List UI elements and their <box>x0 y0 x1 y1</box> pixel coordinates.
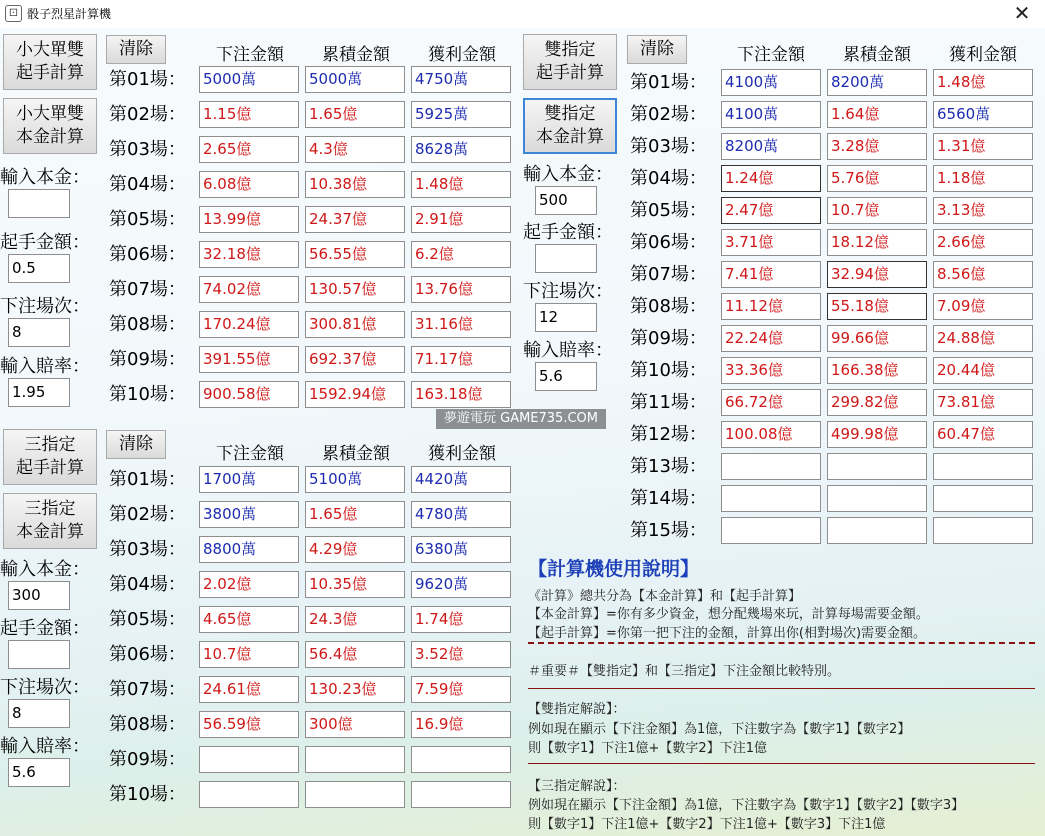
panel3-rounds-input[interactable]: 12 <box>535 303 597 332</box>
panel1-round-label: 第08場： <box>109 314 186 335</box>
panel3-round-label: 第06場： <box>630 232 707 253</box>
panel3-round-label: 第03場： <box>630 136 707 157</box>
panel2-cumulative-field[interactable]: 56.4億 <box>305 641 405 668</box>
panel3-cumulative-field[interactable]: 3.28億 <box>827 133 927 160</box>
panel1-cumulative-field[interactable]: 56.55億 <box>305 241 405 268</box>
panel1-round-label: 第06場： <box>109 244 186 265</box>
panel1-rounds-input[interactable]: 8 <box>8 318 70 347</box>
panel3-clear-button[interactable]: 清除 <box>627 35 687 64</box>
panel2-clear-button[interactable]: 清除 <box>106 430 166 459</box>
panel2-cumulative-field[interactable]: 24.3億 <box>305 606 405 633</box>
panel3-bet-field[interactable]: 8200萬 <box>721 133 821 160</box>
panel3-odds-label: 輸入賠率： <box>523 340 613 361</box>
panel1-principal-label: 輸入本金： <box>0 167 90 188</box>
panel2-bet-field[interactable]: 10.7億 <box>199 641 299 668</box>
panel3-start-calc-button[interactable]: 雙指定 起手計算 <box>523 34 617 90</box>
window-title: 骰子烈星計算機 <box>27 7 112 21</box>
panel2-profit-field[interactable]: 16.9億 <box>411 711 511 738</box>
panel2-round-label: 第09場： <box>109 749 186 770</box>
panel3-round-label: 第09場： <box>630 328 707 349</box>
panel3-profit-field[interactable]: 1.48億 <box>933 69 1033 96</box>
panel3-header-cumulative: 累積金額 <box>843 45 911 65</box>
panel1-round-label: 第04場： <box>109 174 186 195</box>
panel1-cumulative-field[interactable]: 4.3億 <box>305 136 405 163</box>
panel1-round-label: 第03場： <box>109 139 186 160</box>
help-line: 例如現在顯示【下注金額】為1億，下注數字為【數字1】【數字2】 <box>528 722 911 737</box>
panel3-cumulative-field[interactable]: 1.64億 <box>827 101 927 128</box>
panel2-cumulative-field[interactable] <box>305 746 405 773</box>
panel1-odds-label: 輸入賠率： <box>0 356 90 377</box>
panel1-round-label: 第07場： <box>109 279 186 300</box>
panel3-rounds-label: 下注場次： <box>523 281 613 302</box>
panel2-round-label: 第07場： <box>109 679 186 700</box>
panel3-start-amount-input[interactable] <box>535 244 597 273</box>
panel3-round-label: 第05場： <box>630 200 707 221</box>
panel3-bet-field[interactable] <box>721 453 821 480</box>
panel2-round-label: 第10場： <box>109 784 186 805</box>
panel3-profit-field[interactable]: 20.44億 <box>933 357 1033 384</box>
panel3-round-label: 第07場： <box>630 264 707 285</box>
panel3-round-label: 第01場： <box>630 72 707 93</box>
panel3-profit-field[interactable]: 7.09億 <box>933 293 1033 320</box>
panel1-header-profit: 獲利金額 <box>428 45 496 65</box>
panel1-bet-field[interactable]: 170.24億 <box>199 311 299 338</box>
panel1-bet-field[interactable]: 900.58億 <box>199 381 299 408</box>
panel3-cumulative-field[interactable]: 5.76億 <box>827 165 927 192</box>
panel2-header-cumulative: 累積金額 <box>322 444 390 464</box>
panel1-round-label: 第02場： <box>109 104 186 125</box>
panel3-bet-field[interactable]: 4100萬 <box>721 69 821 96</box>
panel3-round-label: 第12場： <box>630 424 707 445</box>
panel2-cumulative-field[interactable]: 300億 <box>305 711 405 738</box>
title-bar <box>0 0 1045 28</box>
panel1-round-label: 第01場： <box>109 69 186 90</box>
panel1-profit-field[interactable]: 31.16億 <box>411 311 511 338</box>
panel2-bet-field[interactable]: 24.61億 <box>199 676 299 703</box>
panel1-bet-field[interactable]: 391.55億 <box>199 346 299 373</box>
panel3-bet-field[interactable]: 66.72億 <box>721 389 821 416</box>
panel3-bet-field[interactable]: 2.47億 <box>721 197 821 224</box>
panel2-bet-field[interactable]: 8800萬 <box>199 536 299 563</box>
panel1-cumulative-field[interactable]: 130.57億 <box>305 276 405 303</box>
panel2-odds-label: 輸入賠率： <box>0 736 90 757</box>
panel2-header-bet: 下注金額 <box>216 444 284 464</box>
panel1-cumulative-field[interactable]: 692.37億 <box>305 346 405 373</box>
panel3-cumulative-field[interactable]: 10.7億 <box>827 197 927 224</box>
help-line: 【起手計算】=你第一把下注的金額，計算出你(相對場次)需要金額。 <box>528 626 927 641</box>
panel3-bet-field[interactable] <box>721 517 821 544</box>
panel1-bet-field[interactable]: 13.99億 <box>199 206 299 233</box>
panel1-bet-field[interactable]: 32.18億 <box>199 241 299 268</box>
panel1-start-calc-button[interactable]: 小大單雙 起手計算 <box>3 34 97 90</box>
panel1-round-label: 第05場： <box>109 209 186 230</box>
panel3-round-label: 第14場： <box>630 488 707 509</box>
panel3-profit-field[interactable]: 73.81億 <box>933 389 1033 416</box>
panel3-profit-field[interactable] <box>933 485 1033 512</box>
panel3-bet-field[interactable] <box>721 485 821 512</box>
divider <box>528 642 1035 644</box>
panel3-round-label: 第13場： <box>630 456 707 477</box>
panel1-start-amount-input[interactable]: 0.5 <box>8 254 70 283</box>
panel2-profit-field[interactable]: 7.59億 <box>411 676 511 703</box>
help-title: 【計算機使用說明】 <box>528 558 700 580</box>
panel3-profit-field[interactable]: 60.47億 <box>933 421 1033 448</box>
panel3-cumulative-field[interactable] <box>827 517 927 544</box>
panel1-cumulative-field[interactable]: 1.65億 <box>305 101 405 128</box>
panel1-rounds-label: 下注場次： <box>0 296 90 317</box>
panel2-round-label: 第08場： <box>109 714 186 735</box>
panel3-cumulative-field[interactable]: 32.94億 <box>827 261 927 288</box>
panel2-bet-field[interactable] <box>199 781 299 808</box>
panel3-principal-calc-button[interactable]: 雙指定 本金計算 <box>523 98 617 154</box>
panel2-round-label: 第03場： <box>109 539 186 560</box>
help-line: 則【數字1】下注1億+【數字2】下注1億+【數字3】下注1億 <box>528 817 886 832</box>
panel3-profit-field[interactable]: 1.31億 <box>933 133 1033 160</box>
panel3-profit-field[interactable]: 24.88億 <box>933 325 1033 352</box>
panel3-cumulative-field[interactable] <box>827 485 927 512</box>
panel1-profit-field[interactable]: 1.48億 <box>411 171 511 198</box>
panel2-profit-field[interactable]: 1.74億 <box>411 606 511 633</box>
panel2-bet-field[interactable]: 3800萬 <box>199 501 299 528</box>
help-line: 【雙指定解說】： <box>528 702 626 717</box>
panel1-cumulative-field[interactable]: 1592.94億 <box>305 381 405 408</box>
help-line: 【本金計算】=你有多少資金，想分配幾場來玩，計算每場需要金額。 <box>528 607 929 622</box>
panel3-start-amount-label: 起手金額： <box>523 222 613 243</box>
panel3-profit-field[interactable]: 1.18億 <box>933 165 1033 192</box>
panel1-principal-calc-button[interactable]: 小大單雙 本金計算 <box>3 98 97 154</box>
panel3-bet-field[interactable]: 7.41億 <box>721 261 821 288</box>
panel3-round-label: 第02場： <box>630 104 707 125</box>
panel1-profit-field[interactable]: 8628萬 <box>411 136 511 163</box>
panel3-profit-field[interactable] <box>933 517 1033 544</box>
panel2-cumulative-field[interactable]: 1.65億 <box>305 501 405 528</box>
divider <box>528 763 1035 764</box>
panel3-profit-field[interactable]: 6560萬 <box>933 101 1033 128</box>
panel1-profit-field[interactable]: 163.18億 <box>411 381 511 408</box>
panel1-round-label: 第10場： <box>109 384 186 405</box>
panel1-profit-field[interactable]: 13.76億 <box>411 276 511 303</box>
panel1-bet-field[interactable]: 1.15億 <box>199 101 299 128</box>
panel2-profit-field[interactable]: 3.52億 <box>411 641 511 668</box>
panel3-cumulative-field[interactable]: 299.82億 <box>827 389 927 416</box>
panel2-header-profit: 獲利金額 <box>428 444 496 464</box>
panel1-bet-field[interactable]: 5000萬 <box>199 66 299 93</box>
app-icon: ⚀ <box>5 5 22 22</box>
panel1-cumulative-field[interactable]: 24.37億 <box>305 206 405 233</box>
panel2-start-calc-button[interactable]: 三指定 起手計算 <box>3 429 97 485</box>
help-line: 《計算》總共分為【本金計算】和【起手計算】 <box>528 589 802 604</box>
panel2-rounds-input[interactable]: 8 <box>8 699 70 728</box>
panel2-principal-calc-button[interactable]: 三指定 本金計算 <box>3 493 97 549</box>
panel1-header-cumulative: 累積金額 <box>322 45 390 65</box>
panel2-odds-input[interactable]: 5.6 <box>8 758 70 787</box>
panel2-round-label: 第05場： <box>109 609 186 630</box>
panel3-bet-field[interactable]: 33.36億 <box>721 357 821 384</box>
panel1-profit-field[interactable]: 4750萬 <box>411 66 511 93</box>
panel3-header-profit: 獲利金額 <box>949 45 1017 65</box>
panel3-profit-field[interactable]: 3.13億 <box>933 197 1033 224</box>
panel2-cumulative-field[interactable]: 4.29億 <box>305 536 405 563</box>
panel1-profit-field[interactable]: 2.91億 <box>411 206 511 233</box>
panel3-round-label: 第04場： <box>630 168 707 189</box>
panel3-cumulative-field[interactable]: 8200萬 <box>827 69 927 96</box>
panel2-round-label: 第01場： <box>109 469 186 490</box>
watermark: 夢遊電玩 GAME735.COM <box>436 409 606 429</box>
panel1-header-bet: 下注金額 <box>216 45 284 65</box>
panel3-principal-label: 輸入本金： <box>523 164 613 185</box>
panel3-bet-field[interactable]: 100.08億 <box>721 421 821 448</box>
panel3-cumulative-field[interactable]: 55.18億 <box>827 293 927 320</box>
panel2-profit-field[interactable]: 4420萬 <box>411 466 511 493</box>
panel3-bet-field[interactable]: 11.12億 <box>721 293 821 320</box>
panel3-cumulative-field[interactable]: 99.66億 <box>827 325 927 352</box>
panel2-bet-field[interactable]: 2.02億 <box>199 571 299 598</box>
divider <box>528 688 1035 689</box>
panel2-cumulative-field[interactable]: 130.23億 <box>305 676 405 703</box>
panel1-cumulative-field[interactable]: 300.81億 <box>305 311 405 338</box>
panel1-bet-field[interactable]: 6.08億 <box>199 171 299 198</box>
panel2-profit-field[interactable]: 4780萬 <box>411 501 511 528</box>
panel1-profit-field[interactable]: 5925萬 <box>411 101 511 128</box>
panel3-round-label: 第08場： <box>630 296 707 317</box>
panel2-rounds-label: 下注場次： <box>0 677 90 698</box>
panel3-cumulative-field[interactable]: 166.38億 <box>827 357 927 384</box>
panel2-profit-field[interactable]: 6380萬 <box>411 536 511 563</box>
panel2-start-amount-input[interactable] <box>8 640 70 669</box>
panel2-cumulative-field[interactable]: 5100萬 <box>305 466 405 493</box>
help-line: 例如現在顯示【下注金額】為1億，下注數字為【數字1】【數字2】【數字3】 <box>528 798 965 813</box>
panel3-profit-field[interactable]: 2.66億 <box>933 229 1033 256</box>
close-button[interactable]: ✕ <box>1013 1 1031 25</box>
panel3-profit-field[interactable] <box>933 453 1033 480</box>
help-line: 【三指定解說】： <box>528 779 626 794</box>
panel1-profit-field[interactable]: 71.17億 <box>411 346 511 373</box>
panel1-odds-input[interactable]: 1.95 <box>8 378 70 407</box>
panel3-round-label: 第11場： <box>630 392 707 413</box>
panel3-round-label: 第10場： <box>630 360 707 381</box>
panel3-bet-field[interactable]: 22.24億 <box>721 325 821 352</box>
panel2-profit-field[interactable] <box>411 746 511 773</box>
panel1-cumulative-field[interactable]: 5000萬 <box>305 66 405 93</box>
panel1-start-amount-label: 起手金額： <box>0 232 90 253</box>
panel2-cumulative-field[interactable]: 10.35億 <box>305 571 405 598</box>
help-line: ＃重要＃【雙指定】和【三指定】下注金額比較特別。 <box>528 664 841 679</box>
panel3-cumulative-field[interactable]: 499.98億 <box>827 421 927 448</box>
panel2-bet-field[interactable]: 56.59億 <box>199 711 299 738</box>
panel2-bet-field[interactable] <box>199 746 299 773</box>
panel2-principal-input[interactable]: 300 <box>8 581 70 610</box>
panel3-bet-field[interactable]: 4100萬 <box>721 101 821 128</box>
panel2-round-label: 第02場： <box>109 504 186 525</box>
panel3-cumulative-field[interactable]: 18.12億 <box>827 229 927 256</box>
panel1-principal-input[interactable] <box>8 189 70 218</box>
panel2-principal-label: 輸入本金： <box>0 559 90 580</box>
panel3-round-label: 第15場： <box>630 520 707 541</box>
panel2-start-amount-label: 起手金額： <box>0 618 90 639</box>
panel2-round-label: 第04場： <box>109 574 186 595</box>
panel3-header-bet: 下注金額 <box>737 45 805 65</box>
panel1-round-label: 第09場： <box>109 349 186 370</box>
panel3-profit-field[interactable]: 8.56億 <box>933 261 1033 288</box>
panel3-bet-field[interactable]: 1.24億 <box>721 165 821 192</box>
panel1-clear-button[interactable]: 清除 <box>106 35 166 64</box>
panel1-bet-field[interactable]: 74.02億 <box>199 276 299 303</box>
panel3-cumulative-field[interactable] <box>827 453 927 480</box>
panel1-bet-field[interactable]: 2.65億 <box>199 136 299 163</box>
panel3-principal-input[interactable]: 500 <box>535 186 597 215</box>
panel2-bet-field[interactable]: 1700萬 <box>199 466 299 493</box>
panel2-cumulative-field[interactable] <box>305 781 405 808</box>
panel2-profit-field[interactable]: 9620萬 <box>411 571 511 598</box>
panel3-bet-field[interactable]: 3.71億 <box>721 229 821 256</box>
panel2-profit-field[interactable] <box>411 781 511 808</box>
panel3-odds-input[interactable]: 5.6 <box>535 362 597 391</box>
panel1-profit-field[interactable]: 6.2億 <box>411 241 511 268</box>
help-line: 則【數字1】下注1億+【數字2】下注1億 <box>528 741 767 756</box>
panel2-round-label: 第06場： <box>109 644 186 665</box>
panel1-cumulative-field[interactable]: 10.38億 <box>305 171 405 198</box>
panel2-bet-field[interactable]: 4.65億 <box>199 606 299 633</box>
